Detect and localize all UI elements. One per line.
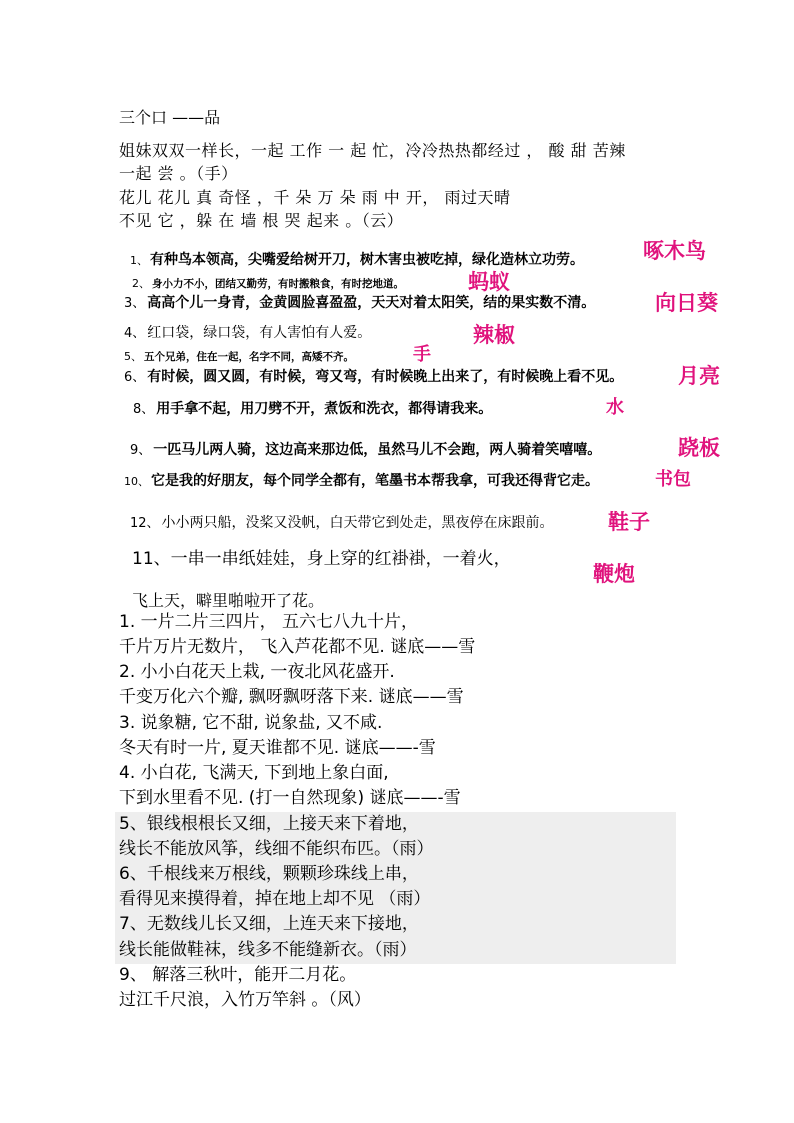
riddle-cloud-line-2: 不见 它 ，躲 在 墙 根 哭 起来 。（云） [119, 211, 404, 230]
section-title: 三个口 ——品 [119, 108, 221, 127]
riddle-hand-line-2: 一起 尝 。（手） [119, 164, 238, 183]
rain-riddle-line: 线长不能放风筝，线细不能织布匹。（雨） [119, 839, 434, 859]
wind-riddle-line: 过江千尺浪，入竹万竿斜 。（风） [119, 990, 371, 1010]
rain-riddle-line: 线长能做鞋袜，线多不能缝新衣。（雨） [119, 940, 417, 960]
riddle-item: 2、 身小力不小，团结又勤劳，有时搬粮食，有时挖地道。 [132, 277, 404, 290]
snow-riddle-line: 千变万化六个瓣, 飘呀飘呀落下来. 谜底——雪 [119, 687, 464, 707]
riddle-item: 9、 一匹马儿两人骑，这边高来那边低，虽然马儿不会跑，两人骑着笑嘻嘻。 [130, 442, 602, 458]
rain-riddle-line: 6、千根线来万根线，颗颗珍珠线上串， [119, 864, 419, 884]
snow-riddle-line: 冬天有时一片, 夏天谁都不见. 谜底——-雪 [119, 738, 436, 758]
snow-riddle-line: 千片万片无数片， 飞入芦花都不见. 谜底——雪 [119, 637, 476, 657]
riddle-firecracker-line-1: 11、一串一串纸娃娃，身上穿的红褂褂，一着火， [132, 549, 511, 569]
riddle-item: 4、 红口袋，绿口袋，有人害怕有人爱。 [124, 325, 372, 341]
snow-riddle-line: 3. 说象糖, 它不甜, 说象盐, 又不咸. [119, 713, 383, 733]
riddle-item: 6、 有时候，圆又圆，有时候，弯又弯，有时候晚上出来了，有时候晚上看不见。 [124, 369, 624, 385]
riddle-item: 1、 有种鸟本领高，尖嘴爱给树开刀，树木害虫被吃掉，绿化造林立功劳。 [130, 252, 584, 268]
riddle-hand-line-1: 姐妹双双一样长，一起 工作 一 起 忙，冷冷热热都经过 ， 酸 甜 苦辣 [119, 141, 626, 160]
riddle-item: 10、 它是我的好朋友，每个同学全都有，笔墨书本帮我拿，可我还得背它走。 [124, 473, 599, 489]
snow-riddle-line: 1. 一片二片三四片， 五六七八九十片， [119, 612, 419, 632]
snow-riddle-line: 2. 小小白花天上栽, 一夜北风花盛开. [119, 662, 395, 682]
riddle-answer: 蚂蚁 [468, 270, 510, 294]
rain-riddle-line: 5、银线根根长又细，上接天来下着地， [119, 814, 419, 834]
riddle-answer: 啄木鸟 [643, 239, 706, 263]
snow-riddle-line: 下到水里看不见. (打一自然现象) 谜底——-雪 [119, 788, 461, 808]
wind-riddle-line: 9、 解落三秋叶，能开二月花。 [119, 965, 357, 985]
riddle-item: 12、 小小两只船，没桨又没帆，白天带它到处走，黑夜停在床跟前。 [130, 515, 554, 531]
riddle-answer: 月亮 [678, 364, 720, 388]
rain-riddle-line: 看得见来摸得着，掉在地上却不见 （雨） [119, 889, 431, 909]
riddle-answer: 手 [413, 344, 431, 365]
riddle-answer: 鞭炮 [593, 562, 635, 586]
riddle-answer: 水 [606, 397, 624, 418]
riddle-item: 8、 用手拿不起，用刀劈不开，煮饭和洗衣，都得请我来。 [133, 401, 493, 417]
riddle-answer: 向日葵 [655, 291, 718, 315]
riddle-answer: 书包 [655, 469, 691, 490]
riddle-item: 5、 五个兄弟，住在一起，名字不同，高矮不齐。 [124, 350, 354, 363]
riddle-answer: 鞋子 [608, 510, 650, 534]
rain-riddle-line: 7、无数线儿长又细，上连天来下接地， [119, 914, 419, 934]
snow-riddle-line: 4. 小白花, 飞满天, 下到地上象白面, [119, 763, 389, 783]
riddle-item: 3、 高高个儿一身青，金黄圆脸喜盈盈，天天对着太阳笑，结的果实数不清。 [124, 295, 596, 311]
riddle-answer: 跷板 [678, 436, 720, 460]
riddle-firecracker-line-2: 飞上天，噼里啪啦开了花。 [132, 591, 325, 610]
riddle-answer: 辣椒 [473, 323, 515, 347]
riddle-cloud-line-1: 花儿 花儿 真 奇怪 ，千 朵 万 朵 雨 中 开， 雨过天晴 [119, 188, 511, 207]
